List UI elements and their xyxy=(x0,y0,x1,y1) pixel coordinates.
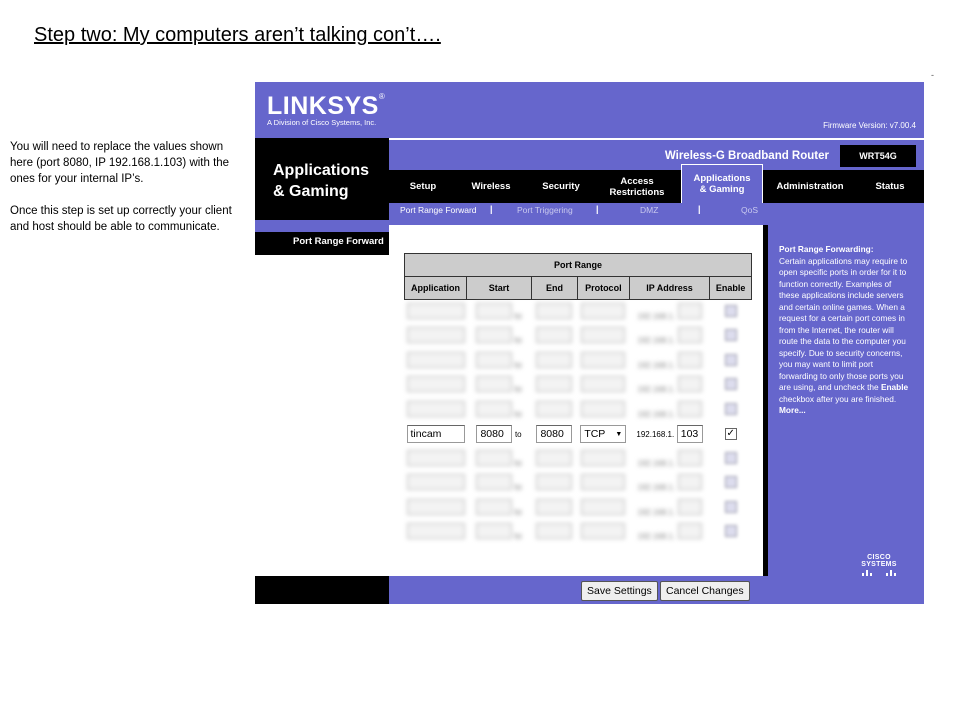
blurred-input[interactable] xyxy=(407,303,465,319)
cell-end xyxy=(532,398,578,423)
cell-end xyxy=(532,471,578,496)
blurred-input[interactable] xyxy=(536,523,572,539)
cell-enable xyxy=(710,422,752,447)
cell-end xyxy=(532,373,578,398)
blurred-input[interactable] xyxy=(581,474,625,490)
blurred-input[interactable] xyxy=(678,327,702,343)
blurred-input[interactable] xyxy=(476,327,512,343)
cell-start: to xyxy=(467,398,532,423)
tab-access-line2: Restrictions xyxy=(609,186,665,198)
blurred-input[interactable] xyxy=(581,523,625,539)
blurred-input[interactable] xyxy=(581,499,625,515)
help-body-2: checkbox after you are finished. xyxy=(779,393,897,404)
help-text xyxy=(779,244,911,417)
cell-end xyxy=(532,520,578,545)
rows-before xyxy=(405,300,752,423)
cell-ip-address: 192.168.1. xyxy=(629,520,710,545)
cisco-name: CISCO SYSTEMS xyxy=(861,554,897,568)
cell-ip-address: 192.168.1. xyxy=(629,349,710,374)
subtab-dmz[interactable]: DMZ xyxy=(640,205,659,215)
cell-enable xyxy=(710,447,752,472)
chevron-down-icon: ▼ xyxy=(615,430,623,438)
blurred-input[interactable] xyxy=(581,450,625,466)
subtab-qos[interactable]: QoS xyxy=(741,205,759,215)
subnav-separator: | xyxy=(698,204,701,214)
enable-checkbox[interactable] xyxy=(725,305,737,317)
cell-ip-address: 192.168.1. xyxy=(629,373,710,398)
cell-application xyxy=(405,300,467,325)
cell-protocol xyxy=(577,324,629,349)
blurred-input[interactable] xyxy=(407,376,465,392)
blurred-input[interactable] xyxy=(407,499,465,515)
table-header-row xyxy=(405,277,752,300)
blurred-input[interactable] xyxy=(678,352,702,368)
tab-status[interactable]: Status xyxy=(875,181,905,192)
blurred-input[interactable] xyxy=(678,474,702,490)
blurred-input[interactable] xyxy=(581,303,625,319)
blurred-input[interactable] xyxy=(476,303,512,319)
slide-title: Step two: My computers aren’t talking con’t…. xyxy=(34,24,441,46)
blurred-input[interactable] xyxy=(581,327,625,343)
enable-checkbox[interactable] xyxy=(725,452,737,464)
cell-ip-address: 192.168.1. xyxy=(629,447,710,472)
blurred-input[interactable] xyxy=(407,327,465,343)
blurred-input[interactable] xyxy=(581,401,625,417)
logo-reg-mark: ® xyxy=(378,92,386,101)
cell-enable xyxy=(710,324,752,349)
cell-start: to xyxy=(467,324,532,349)
blurred-input[interactable] xyxy=(407,474,465,490)
subnav-separator: | xyxy=(490,204,493,214)
table-group-header-row xyxy=(405,254,752,277)
cell-application xyxy=(405,520,467,545)
cell-end xyxy=(532,349,578,374)
cell-ip-address: 192.168.1. xyxy=(629,324,710,349)
cell-end xyxy=(532,324,578,349)
enable-checkbox[interactable] xyxy=(725,329,737,341)
cell-enable xyxy=(710,471,752,496)
cell-start: to xyxy=(467,300,532,325)
footer-left xyxy=(255,576,389,604)
rows-after xyxy=(405,447,752,545)
cell-protocol xyxy=(577,471,629,496)
help-more-link[interactable]: More... xyxy=(779,405,806,415)
enable-checkbox[interactable] xyxy=(725,378,737,390)
tab-administration[interactable]: Administration xyxy=(776,181,844,192)
cell-ip-address: 192.168.1. xyxy=(629,471,710,496)
sidebar-body xyxy=(255,255,389,576)
blurred-input[interactable] xyxy=(407,401,465,417)
save-settings-button[interactable]: Save Settings xyxy=(581,581,658,601)
table-row xyxy=(405,373,752,398)
blurred-input[interactable] xyxy=(536,376,572,392)
cell-application xyxy=(405,496,467,521)
table-row xyxy=(405,300,752,325)
cell-application xyxy=(405,447,467,472)
protocol-select[interactable] xyxy=(580,425,626,443)
cell-protocol xyxy=(577,422,629,447)
blurred-input[interactable] xyxy=(476,499,512,515)
port-range-table xyxy=(404,253,752,545)
cancel-changes-button[interactable]: Cancel Changes xyxy=(660,581,750,601)
linksys-logo xyxy=(267,92,385,121)
blurred-input[interactable] xyxy=(536,450,572,466)
blurred-input[interactable] xyxy=(476,376,512,392)
section-title xyxy=(273,160,369,202)
sub-nav xyxy=(389,203,924,218)
cell-end xyxy=(532,300,578,325)
note-communicate: Once this step is set up correctly your client and host should be able to communicate. xyxy=(10,205,232,233)
cell-enable xyxy=(710,496,752,521)
col-end: End xyxy=(532,277,578,300)
enable-checkbox[interactable] xyxy=(725,501,737,513)
cell-application xyxy=(405,324,467,349)
model-badge: WRT54G xyxy=(840,145,916,167)
cell-start: to xyxy=(467,471,532,496)
ip-prefix: 192.168.1. xyxy=(636,430,675,440)
blurred-input[interactable] xyxy=(678,499,702,515)
enable-checkbox[interactable] xyxy=(725,525,737,537)
table-row xyxy=(405,496,752,521)
subtab-port-triggering[interactable]: Port Triggering xyxy=(517,205,573,215)
table-row xyxy=(405,471,752,496)
cell-end xyxy=(532,496,578,521)
tab-apps-line1: Applications xyxy=(693,173,751,184)
cell-application xyxy=(405,471,467,496)
col-ip-address: IP Address xyxy=(629,277,710,300)
cell-protocol xyxy=(577,349,629,374)
port-range-header: Port Range xyxy=(405,254,752,277)
cell-enable xyxy=(710,300,752,325)
enable-checkbox[interactable]: ✓ xyxy=(726,428,735,440)
cell-end xyxy=(532,422,578,447)
col-enable: Enable xyxy=(710,277,752,300)
router-screenshot xyxy=(255,82,924,604)
sidebar-label: Port Range Forward xyxy=(293,236,384,247)
blurred-input[interactable] xyxy=(536,303,572,319)
to-label: to xyxy=(514,430,522,440)
table-row xyxy=(405,349,752,374)
tab-security[interactable]: Security xyxy=(542,181,580,192)
router-header xyxy=(255,82,924,138)
product-bar xyxy=(389,138,924,170)
side-notes xyxy=(10,139,242,251)
cell-ip-address xyxy=(629,422,710,447)
blurred-input[interactable] xyxy=(678,401,702,417)
section-title-line1: Applications xyxy=(273,162,370,179)
tab-apps-line2: & Gaming xyxy=(699,184,745,195)
blurred-input[interactable] xyxy=(407,450,465,466)
cell-start: to xyxy=(467,349,532,374)
blurred-input[interactable] xyxy=(581,352,625,368)
cell-start: to xyxy=(467,373,532,398)
blurred-input[interactable] xyxy=(678,523,702,539)
blurred-input[interactable] xyxy=(536,474,572,490)
blurred-input[interactable] xyxy=(678,450,702,466)
table-row xyxy=(405,447,752,472)
cell-end xyxy=(532,447,578,472)
start-port-input[interactable]: 8080 xyxy=(476,425,512,443)
table-row xyxy=(405,520,752,545)
cell-protocol xyxy=(577,520,629,545)
cell-enable xyxy=(710,520,752,545)
help-title: Port Range Forwarding: xyxy=(779,244,874,254)
end-port-input[interactable]: 8080 xyxy=(536,425,572,443)
enable-checkbox[interactable] xyxy=(725,476,737,488)
blurred-input[interactable] xyxy=(678,303,702,319)
blurred-input[interactable] xyxy=(476,450,512,466)
section-title-line2: & Gaming xyxy=(273,183,349,200)
enable-checkbox[interactable] xyxy=(725,354,737,366)
cell-start: to xyxy=(467,520,532,545)
cell-ip-address: 192.168.1. xyxy=(629,300,710,325)
blurred-input[interactable] xyxy=(536,327,572,343)
table-row-active xyxy=(405,422,752,447)
cell-enable xyxy=(710,373,752,398)
tab-access-restrictions[interactable] xyxy=(599,170,675,203)
cell-ip-address: 192.168.1. xyxy=(629,398,710,423)
main-nav xyxy=(389,170,924,203)
blurred-input[interactable] xyxy=(407,352,465,368)
protocol-value: TCP xyxy=(584,428,606,441)
cell-application xyxy=(405,398,467,423)
help-body-bold: Enable xyxy=(880,382,909,392)
subnav-separator: | xyxy=(596,204,599,214)
table-row xyxy=(405,398,752,423)
cell-application xyxy=(405,373,467,398)
blurred-input[interactable] xyxy=(476,523,512,539)
cell-start: to xyxy=(467,447,532,472)
blurred-input[interactable] xyxy=(476,401,512,417)
application-name-input[interactable]: tincam xyxy=(407,425,465,443)
cell-protocol xyxy=(577,373,629,398)
tab-wireless[interactable]: Wireless xyxy=(471,181,511,192)
product-name: Wireless-G Broadband Router xyxy=(664,150,829,162)
cell-protocol xyxy=(577,398,629,423)
cell-ip-address: 192.168.1. xyxy=(629,496,710,521)
blurred-input[interactable] xyxy=(678,376,702,392)
active-row-body xyxy=(405,422,752,447)
cell-application xyxy=(405,422,467,447)
table-row xyxy=(405,324,752,349)
help-body-1: Certain applications may require to open specific ports in order for it to function correctly. Examples of these applications include servers and certain online games. When a request for a certain port comes in from the Internet, the router will route the data to the computer you specify. Due to security concerns, you may want to limit port forwarding to only those ports you are using, and uncheck the xyxy=(779,255,908,392)
tab-setup[interactable]: Setup xyxy=(409,181,437,192)
enable-checkbox[interactable] xyxy=(725,403,737,415)
tab-applications-gaming[interactable] xyxy=(681,164,763,203)
cell-start xyxy=(467,422,532,447)
cell-protocol xyxy=(577,447,629,472)
ip-last-octet-input[interactable]: 103 xyxy=(677,425,703,443)
col-start: Start xyxy=(467,277,532,300)
tab-access-line1: Access xyxy=(620,175,654,187)
cell-protocol xyxy=(577,300,629,325)
blurred-input[interactable] xyxy=(581,376,625,392)
blurred-input[interactable] xyxy=(476,474,512,490)
cell-enable xyxy=(710,398,752,423)
blurred-input[interactable] xyxy=(407,523,465,539)
stray-mark: - xyxy=(931,70,934,80)
logo-subtitle: A Division of Cisco Systems, Inc. xyxy=(267,118,377,127)
firmware-version: Firmware Version: v7.00.4 xyxy=(823,121,916,130)
cell-enable xyxy=(710,349,752,374)
cell-protocol xyxy=(577,496,629,521)
blurred-input[interactable] xyxy=(476,352,512,368)
blurred-input[interactable] xyxy=(536,499,572,515)
logo-text: LINKSYS xyxy=(267,92,379,120)
cell-start: to xyxy=(467,496,532,521)
note-replace-values: You will need to replace the values shown here (port 8080, IP 192.168.1.103) with the ones for your internal IP’s. xyxy=(10,141,230,185)
cell-application xyxy=(405,349,467,374)
col-protocol: Protocol xyxy=(577,277,629,300)
blurred-input[interactable] xyxy=(536,352,572,368)
blurred-input[interactable] xyxy=(536,401,572,417)
col-application: Application xyxy=(405,277,467,300)
subtab-port-range-forward[interactable]: Port Range Forward xyxy=(400,205,477,215)
